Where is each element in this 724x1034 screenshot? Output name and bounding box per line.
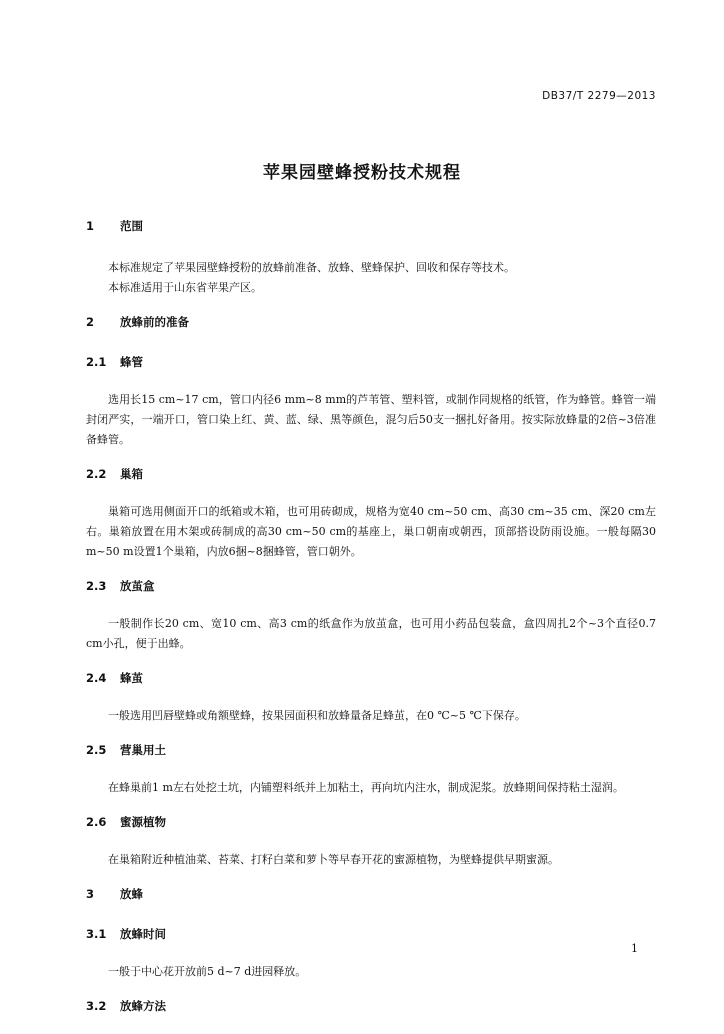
subsection-title: 蜂茧 bbox=[120, 671, 144, 685]
subsection-heading bbox=[86, 998, 656, 1014]
subsection-number: 2.1 bbox=[86, 355, 107, 369]
subsection-number: 3.1 bbox=[86, 927, 107, 941]
subsection-title: 放茧盒 bbox=[120, 579, 155, 593]
section-title: 放蜂前的准备 bbox=[120, 315, 190, 329]
section-title: 放蜂 bbox=[120, 887, 144, 901]
paragraph: 一般于中心花开放前5 d~7 d进园释放。 bbox=[108, 965, 307, 978]
subsection-number: 2.3 bbox=[86, 579, 107, 593]
subsection-number: 2.2 bbox=[86, 467, 107, 481]
section-heading bbox=[86, 218, 656, 234]
subsection-heading bbox=[86, 466, 656, 482]
document-body bbox=[86, 218, 656, 1034]
subsection-heading bbox=[86, 926, 656, 942]
subsection-title: 放蜂方法 bbox=[120, 999, 167, 1013]
paragraph: 本标准适用于山东省苹果产区。 bbox=[108, 281, 262, 294]
paragraph: 本标准规定了苹果园壁蜂授粉的放蜂前准备、放蜂、壁蜂保护、回收和保存等技术。 bbox=[108, 261, 515, 274]
subsection-number: 3.2 bbox=[86, 999, 107, 1013]
page-number: 1 bbox=[631, 942, 638, 955]
subsection-title: 蜜源植物 bbox=[120, 815, 167, 829]
subsection-heading bbox=[86, 354, 656, 370]
standard-number: DB37/T 2279—2013 bbox=[542, 90, 656, 102]
subsection-heading bbox=[86, 670, 656, 686]
paragraph: 一般选用凹唇壁蜂或角额壁蜂，按果园面积和放蜂量备足蜂茧，在0 ℃~5 ℃下保存。 bbox=[108, 709, 526, 722]
paragraph: 在巢箱附近种植油菜、苔菜、打籽白菜和萝卜等早春开花的蜜源植物，为壁蜂提供早期蜜源。 bbox=[108, 853, 559, 866]
paragraph: 在蜂巢前1 m左右处挖土坑，内铺塑料纸并上加粘土，再向坑内注水，制成泥浆。放蜂期间保持粘土湿润。 bbox=[108, 781, 624, 794]
section-number: 2 bbox=[86, 315, 95, 329]
subsection-title: 巢箱 bbox=[120, 467, 144, 481]
section-title: 范围 bbox=[120, 219, 144, 233]
document-title: 苹果园壁蜂授粉技术规程 bbox=[263, 163, 461, 183]
subsection-number: 2.5 bbox=[86, 743, 107, 757]
section-heading bbox=[86, 314, 656, 330]
subsection-title: 放蜂时间 bbox=[120, 927, 167, 941]
section-number: 1 bbox=[86, 219, 95, 233]
subsection-number: 2.4 bbox=[86, 671, 107, 685]
paragraph: 巢箱可选用侧面开口的纸箱或木箱，也可用砖砌成，规格为宽40 cm~50 cm、高30 cm~35 cm、深20 cm左右。巢箱放置在用木架或砖制成的高30 cm~50 cm的基座上，巢口朝南或朝西，顶部搭设防雨设施。一般每隔30 m~50 m设置1个巢箱，内放6捆~8捆蜂管，管口朝外。 bbox=[86, 505, 656, 558]
subsection-heading bbox=[86, 814, 656, 830]
paragraph: 一般制作长20 cm、宽10 cm、高3 cm的纸盒作为放茧盒，也可用小药品包装盒，盒四周扎2个~3个直径0.7 cm小孔，便于出蜂。 bbox=[86, 617, 656, 650]
subsection-heading bbox=[86, 578, 656, 594]
section-number: 3 bbox=[86, 887, 95, 901]
subsection-title: 营巢用土 bbox=[120, 743, 167, 757]
subsection-heading bbox=[86, 742, 656, 758]
section-heading bbox=[86, 886, 656, 902]
paragraph: 选用长15 cm~17 cm，管口内径6 mm~8 mm的芦苇管、塑料管，或制作同规格的纸管，作为蜂管。蜂管一端封闭严实，一端开口，管口染上红、黄、蓝、绿、黑等颜色，混匀后50支一捆扎好备用。按实际放蜂量的2倍~3倍准备蜂管。 bbox=[86, 393, 656, 446]
subsection-number: 2.6 bbox=[86, 815, 107, 829]
subsection-title: 蜂管 bbox=[120, 355, 144, 369]
